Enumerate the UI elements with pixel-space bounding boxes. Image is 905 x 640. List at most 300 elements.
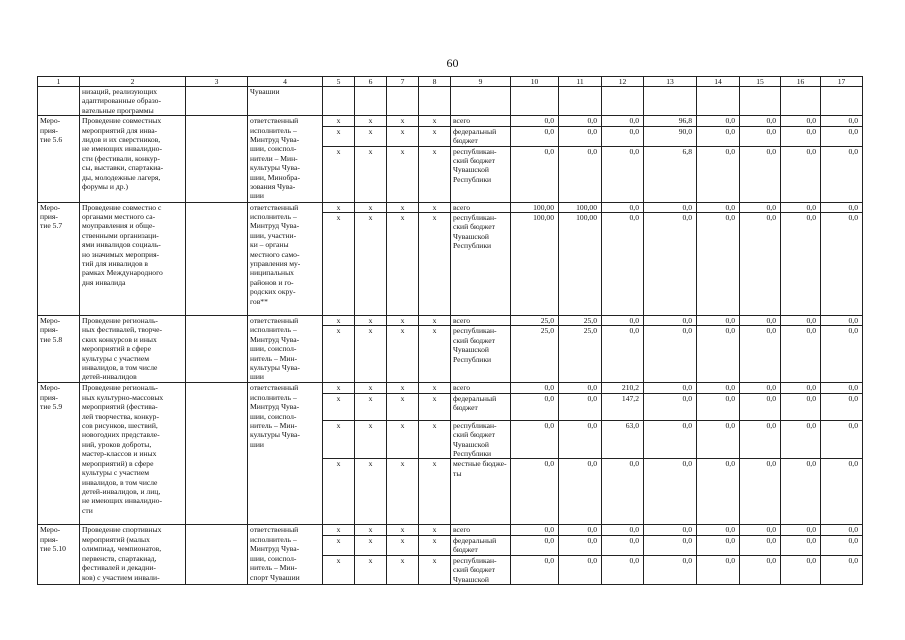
- text-line: не имеющих инвалидно-: [82, 496, 163, 506]
- text-line: тие 5.8: [40, 334, 63, 344]
- column-number: 12: [602, 77, 644, 87]
- mark-x: x: [387, 316, 419, 326]
- text-line: Чувашской: [453, 165, 489, 175]
- amount: 0,0: [740, 326, 781, 383]
- text-line: ский бюджет: [453, 156, 495, 166]
- amount: 0,0: [697, 420, 740, 459]
- text-line: тие 5.10: [40, 544, 66, 554]
- mark-x: x: [387, 146, 419, 202]
- amount: 0,0: [821, 213, 863, 316]
- text-line: ниципальных: [250, 268, 294, 278]
- column-number: 5: [323, 77, 355, 87]
- funding-source: [451, 126, 511, 146]
- text-line: Минтруд Чува-: [250, 544, 300, 554]
- table-row: [38, 202, 863, 212]
- text-line: республикан-: [453, 420, 497, 430]
- activity-name: [80, 202, 186, 315]
- column-number: 3: [186, 77, 248, 87]
- text-line: всего: [453, 116, 471, 126]
- amount: 0,0: [740, 146, 781, 202]
- text-line: прия-: [40, 325, 58, 335]
- mark-x: x: [323, 116, 355, 126]
- amount: 0,0: [644, 525, 697, 535]
- activity-name: [80, 383, 186, 525]
- column-number: 11: [559, 77, 602, 87]
- mark-x: x: [419, 393, 451, 420]
- amount: 0,0: [511, 420, 559, 459]
- text-line: республикан-: [453, 213, 497, 223]
- mark-x: x: [355, 555, 387, 584]
- text-line: всего: [453, 383, 471, 393]
- table-cell: [781, 87, 821, 116]
- text-line: ных фестивалей, творче-: [82, 325, 163, 335]
- text-line: мероприятий (малых: [82, 534, 150, 544]
- amount: 0,0: [559, 146, 602, 202]
- amount: 0,0: [644, 202, 697, 212]
- text-line: олимпиад, чемпионатов,: [82, 544, 162, 554]
- text-line: федеральный: [453, 126, 497, 136]
- amount: 0,0: [821, 146, 863, 202]
- text-line: шии: [250, 191, 264, 201]
- amount: 0,0: [740, 420, 781, 459]
- text-line: тий для инвалидов в: [82, 259, 149, 269]
- text-line: но значимых мероприя-: [82, 249, 160, 259]
- text-line: мастер-классов и иных: [82, 449, 157, 459]
- text-line: Проведение региональ-: [82, 383, 158, 393]
- amount: 0,0: [781, 525, 821, 535]
- text-line: мероприятий в сфере: [82, 344, 151, 354]
- mark-x: x: [323, 383, 355, 393]
- amount: 0,0: [781, 535, 821, 555]
- column-number: 13: [644, 77, 697, 87]
- text-line: ты: [453, 468, 462, 478]
- amount: 0,0: [559, 126, 602, 146]
- mark-x: x: [387, 535, 419, 555]
- text-line: Меро-: [40, 525, 61, 535]
- mark-x: x: [323, 535, 355, 555]
- text-line: культуры Чува-: [250, 363, 300, 373]
- amount: 0,0: [697, 316, 740, 326]
- text-line: детей-инвалидов: [82, 372, 137, 382]
- amount: 25,0: [559, 326, 602, 383]
- text-line: мероприятий для инва-: [82, 125, 158, 135]
- table-cell: [419, 87, 451, 116]
- funding-source: [451, 555, 511, 584]
- executor: [248, 383, 323, 525]
- activity-name: [80, 525, 186, 585]
- amount: 0,0: [740, 126, 781, 146]
- text-line: ответственный: [250, 525, 299, 535]
- mark-x: x: [355, 146, 387, 202]
- text-line: нители – Мин-: [250, 153, 298, 163]
- table-cell: [186, 202, 248, 315]
- mark-x: x: [355, 126, 387, 146]
- amount: 0,0: [740, 116, 781, 126]
- amount: 0,0: [781, 126, 821, 146]
- mark-x: x: [419, 202, 451, 212]
- text-line: Меро-: [40, 202, 61, 212]
- text-line: Проведение спортивных: [82, 525, 162, 535]
- amount: 0,0: [511, 116, 559, 126]
- mark-x: x: [355, 393, 387, 420]
- funding-source: [451, 146, 511, 202]
- table-row: [38, 383, 863, 393]
- mark-x: x: [323, 202, 355, 212]
- amount: 0,0: [740, 316, 781, 326]
- text-line: республикан-: [453, 146, 497, 156]
- text-line: ственными организаци-: [82, 230, 159, 240]
- text-line: прия-: [40, 212, 58, 222]
- amount: 0,0: [559, 116, 602, 126]
- text-line: Минтруд Чува-: [250, 221, 300, 231]
- text-line: Чувашской: [453, 574, 489, 584]
- text-line: прия-: [40, 125, 58, 135]
- amount: 0,0: [740, 459, 781, 525]
- mark-x: x: [419, 213, 451, 316]
- column-number: 9: [451, 77, 511, 87]
- text-line: Чувашии: [250, 87, 280, 96]
- mark-x: x: [387, 326, 419, 383]
- amount: 0,0: [697, 393, 740, 420]
- column-number: 16: [781, 77, 821, 87]
- text-line: адаптированные образо-: [82, 96, 162, 106]
- amount: 0,0: [602, 555, 644, 584]
- text-line: ский бюджет: [453, 222, 495, 232]
- amount: 0,0: [697, 202, 740, 212]
- funding-source: [451, 535, 511, 555]
- amount: 0,0: [821, 555, 863, 584]
- mark-x: x: [355, 202, 387, 212]
- text-line: ний, уроков доброты,: [82, 439, 152, 449]
- amount: 0,0: [511, 383, 559, 393]
- funding-source: [451, 525, 511, 535]
- amount: 147,2: [602, 393, 644, 420]
- text-line: всего: [453, 525, 471, 535]
- amount: 0,0: [781, 459, 821, 525]
- mark-x: x: [419, 420, 451, 459]
- text-line: первенств, спартакиад,: [82, 553, 157, 563]
- amount: 0,0: [602, 126, 644, 146]
- amount: 0,0: [602, 326, 644, 383]
- text-line: Проведение региональ-: [82, 316, 158, 326]
- text-line: лидов и их сверстников,: [82, 135, 161, 145]
- activity-code: [38, 383, 80, 525]
- amount: 0,0: [559, 525, 602, 535]
- amount: 0,0: [602, 116, 644, 126]
- text-line: сти: [82, 505, 93, 515]
- amount: 0,0: [781, 146, 821, 202]
- mark-x: x: [323, 525, 355, 535]
- table-cell: [323, 87, 355, 116]
- text-line: исполнитель –: [250, 325, 297, 335]
- text-line: культуры с участием: [82, 468, 150, 478]
- text-line: ных культурно-массовых: [82, 392, 164, 402]
- text-line: Меро-: [40, 116, 61, 126]
- amount: 0,0: [821, 316, 863, 326]
- text-line: прия-: [40, 392, 58, 402]
- table-cell: [186, 525, 248, 585]
- amount: 0,0: [740, 383, 781, 393]
- text-line: ки – органы: [250, 240, 289, 250]
- mark-x: x: [387, 126, 419, 146]
- amount: 0,0: [602, 316, 644, 326]
- text-line: дня инвалида: [82, 277, 126, 287]
- text-line: новогодних представле-: [82, 430, 160, 440]
- text-line: культуры с участием: [82, 353, 150, 363]
- mark-x: x: [355, 383, 387, 393]
- amount: 0,0: [821, 420, 863, 459]
- text-line: районов и го-: [250, 277, 294, 287]
- text-line: мероприятий (фестива-: [82, 402, 158, 412]
- amount: 0,0: [740, 535, 781, 555]
- mark-x: x: [387, 393, 419, 420]
- mark-x: x: [419, 555, 451, 584]
- amount: 0,0: [821, 525, 863, 535]
- mark-x: x: [323, 316, 355, 326]
- column-number: 8: [419, 77, 451, 87]
- amount: 0,0: [559, 420, 602, 459]
- amount: 0,0: [781, 555, 821, 584]
- text-line: культуры Чува-: [250, 430, 300, 440]
- text-line: Республики: [453, 449, 492, 459]
- amount: 0,0: [644, 420, 697, 459]
- text-line: местного само-: [250, 249, 300, 259]
- text-line: гов**: [250, 296, 268, 306]
- funding-source: [451, 116, 511, 126]
- amount: 0,0: [740, 393, 781, 420]
- table-cell: [355, 87, 387, 116]
- amount: 0,0: [697, 383, 740, 393]
- mark-x: x: [355, 116, 387, 126]
- amount: 210,2: [602, 383, 644, 393]
- amount: 0,0: [697, 146, 740, 202]
- amount: 0,0: [781, 383, 821, 393]
- amount: 0,0: [821, 459, 863, 525]
- amount: 0,0: [559, 383, 602, 393]
- text-line: Меро-: [40, 316, 61, 326]
- text-line: ответственный: [250, 383, 299, 393]
- amount: 0,0: [740, 555, 781, 584]
- mark-x: x: [419, 126, 451, 146]
- text-line: фестивалей и декадни-: [82, 563, 156, 573]
- table-cell: [821, 87, 863, 116]
- activity-code: [38, 316, 80, 383]
- text-line: вательные программы: [82, 105, 154, 115]
- funding-source: [451, 213, 511, 316]
- text-line: Меро-: [40, 383, 61, 393]
- amount: 0,0: [644, 555, 697, 584]
- funding-source: [451, 393, 511, 420]
- mark-x: x: [355, 525, 387, 535]
- text-line: шии, соиспол-: [250, 553, 297, 563]
- text-line: ский бюджет: [453, 565, 495, 575]
- column-number: 7: [387, 77, 419, 87]
- amount: 0,0: [644, 535, 697, 555]
- activity-code: [38, 525, 80, 585]
- text-line: Минтруд Чува-: [250, 334, 300, 344]
- text-line: управления му-: [250, 259, 301, 269]
- amount: 0,0: [644, 383, 697, 393]
- text-line: инвалидов, в том числе: [82, 477, 158, 487]
- text-line: федеральный: [453, 535, 497, 545]
- amount: 0,0: [644, 326, 697, 383]
- mark-x: x: [323, 326, 355, 383]
- text-line: родских окру-: [250, 287, 296, 297]
- table-row: [38, 116, 863, 126]
- mark-x: x: [323, 555, 355, 584]
- amount: 0,0: [781, 393, 821, 420]
- amount: 0,0: [559, 555, 602, 584]
- table-cell: [451, 87, 511, 116]
- amount: 0,0: [559, 535, 602, 555]
- text-line: шии: [250, 372, 264, 382]
- text-line: ков) с участием инвали-: [82, 572, 160, 582]
- mark-x: x: [419, 316, 451, 326]
- amount: 6,8: [644, 146, 697, 202]
- text-line: шии, соиспол-: [250, 344, 297, 354]
- text-line: Чувашской: [453, 345, 489, 355]
- table-cell: [559, 87, 602, 116]
- amount: 0,0: [697, 326, 740, 383]
- mark-x: x: [387, 116, 419, 126]
- amount: 0,0: [697, 213, 740, 316]
- page-number: 60: [446, 56, 459, 70]
- text-line: нитель – Мин-: [250, 563, 298, 573]
- table-cell: [186, 316, 248, 383]
- text-line: ями инвалидов социаль-: [82, 240, 161, 250]
- funding-source: [451, 202, 511, 212]
- text-line: бюджет: [453, 403, 478, 413]
- text-line: республикан-: [453, 326, 497, 336]
- amount: 100,00: [559, 213, 602, 316]
- mark-x: x: [355, 459, 387, 525]
- table-cell: [697, 87, 740, 116]
- mark-x: x: [419, 535, 451, 555]
- amount: 0,0: [821, 535, 863, 555]
- text-line: Минтруд Чува-: [250, 402, 300, 412]
- text-line: культуры Чува-: [250, 163, 300, 173]
- amount: 90,0: [644, 126, 697, 146]
- mark-x: x: [387, 213, 419, 316]
- text-line: сы, выставки, спартакиа-: [82, 163, 164, 173]
- text-line: шии, участни-: [250, 230, 297, 240]
- amount: 0,0: [697, 126, 740, 146]
- amount: 96,8: [644, 116, 697, 126]
- mark-x: x: [355, 316, 387, 326]
- amount: 25,0: [559, 316, 602, 326]
- column-number-row: [38, 77, 863, 87]
- text-line: тие 5.7: [40, 221, 63, 231]
- text-line: ответственный: [250, 116, 299, 126]
- amount: 0,0: [511, 525, 559, 535]
- mark-x: x: [387, 525, 419, 535]
- text-line: исполнитель –: [250, 212, 297, 222]
- funding-source: [451, 459, 511, 525]
- mark-x: x: [355, 213, 387, 316]
- funding-table: [37, 76, 863, 585]
- mark-x: x: [323, 393, 355, 420]
- amount: 0,0: [511, 459, 559, 525]
- text-line: рамках Международного: [82, 268, 163, 278]
- text-line: ответственный: [250, 316, 299, 326]
- text-line: исполнитель –: [250, 534, 297, 544]
- mark-x: x: [419, 116, 451, 126]
- amount: 0,0: [697, 535, 740, 555]
- table-cell: [186, 116, 248, 202]
- amount: 0,0: [511, 393, 559, 420]
- text-line: не имеющих инвалидно-: [82, 144, 163, 154]
- amount: 0,0: [602, 146, 644, 202]
- table-cell: [186, 383, 248, 525]
- amount: 0,0: [821, 393, 863, 420]
- amount: 0,0: [697, 555, 740, 584]
- amount: 0,0: [602, 525, 644, 535]
- table-row: [38, 316, 863, 326]
- mark-x: x: [419, 146, 451, 202]
- amount: 0,0: [511, 126, 559, 146]
- mark-x: x: [323, 126, 355, 146]
- text-line: Чувашской: [453, 439, 489, 449]
- text-line: местные бюдже-: [453, 459, 507, 469]
- amount: 100,00: [559, 202, 602, 212]
- text-line: зования Чува-: [250, 182, 296, 192]
- text-line: форумы и др.): [82, 182, 128, 192]
- text-line: ды, молодежные лагеря,: [82, 172, 161, 182]
- funding-source: [451, 316, 511, 326]
- table-cell: [248, 87, 323, 116]
- amount: 0,0: [781, 213, 821, 316]
- amount: 0,0: [602, 202, 644, 212]
- amount: 100,00: [511, 202, 559, 212]
- mark-x: x: [323, 420, 355, 459]
- text-line: исполнитель –: [250, 125, 297, 135]
- activity-name: [80, 316, 186, 383]
- mark-x: x: [387, 420, 419, 459]
- amount: 0,0: [821, 202, 863, 212]
- text-line: нитель – Мин-: [250, 353, 298, 363]
- amount: 0,0: [821, 116, 863, 126]
- text-line: инвалидов, в том числе: [82, 363, 158, 373]
- table-cell: [80, 87, 186, 116]
- executor: [248, 202, 323, 315]
- mark-x: x: [387, 459, 419, 525]
- mark-x: x: [419, 326, 451, 383]
- table-cell: [387, 87, 419, 116]
- mark-x: x: [323, 146, 355, 202]
- amount: 0,0: [781, 420, 821, 459]
- amount: 0,0: [821, 383, 863, 393]
- amount: 0,0: [644, 213, 697, 316]
- table-cell: [602, 87, 644, 116]
- amount: 0,0: [602, 213, 644, 316]
- activity-code: [38, 202, 80, 315]
- amount: 0,0: [602, 459, 644, 525]
- amount: 63,0: [602, 420, 644, 459]
- amount: 0,0: [781, 316, 821, 326]
- text-line: ский бюджет: [453, 430, 495, 440]
- text-line: шии, соиспол-: [250, 144, 297, 154]
- table-cell: [38, 87, 80, 116]
- text-line: Республики: [453, 241, 492, 251]
- table-cell: [644, 87, 697, 116]
- funding-source: [451, 383, 511, 393]
- text-line: нитель – Мин-: [250, 421, 298, 431]
- text-line: моуправления и обще-: [82, 221, 155, 231]
- activity-name: [80, 116, 186, 202]
- funding-source: [451, 420, 511, 459]
- amount: 0,0: [781, 116, 821, 126]
- text-line: мероприятий) в сфере: [82, 458, 154, 468]
